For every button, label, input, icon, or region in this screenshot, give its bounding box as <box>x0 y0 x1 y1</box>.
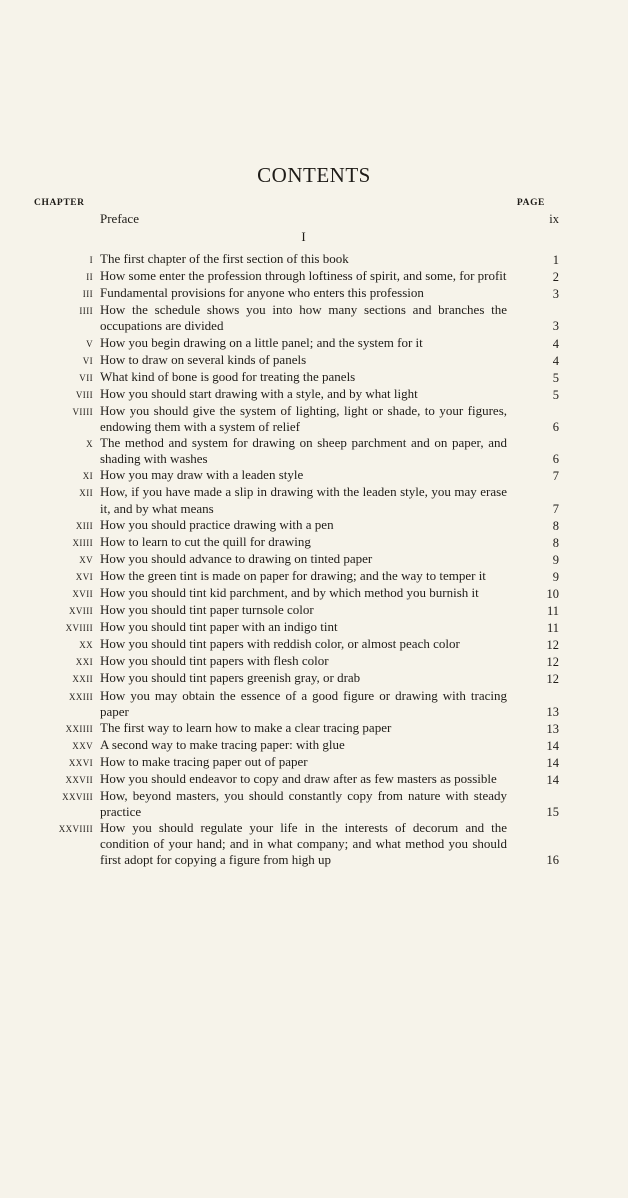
chapter-title: How you may obtain the essence of a good figure or drawing with tracing paper <box>100 687 507 719</box>
chapter-page: 14 <box>546 755 559 770</box>
chapter-entry <box>0 602 628 619</box>
chapter-title: How you should advance to drawing on tinted paper <box>100 550 373 566</box>
chapter-title: How the schedule shows you into how many sections and branches the occupations are divided <box>100 302 507 334</box>
chapter-entry <box>0 251 628 268</box>
chapter-number: V <box>86 338 93 349</box>
chapter-title: The method and system for drawing on sheep parchment and on paper, and shading with washes <box>100 435 507 467</box>
chapter-number: VII <box>79 372 93 383</box>
chapter-title: How you should give the system of lighting, light or shade, to your figures, endowing them with a system of relief <box>100 402 507 435</box>
chapter-number: XIIII <box>72 537 93 548</box>
part-heading-row <box>0 227 628 251</box>
chapter-page: 11 <box>546 604 559 619</box>
chapter-number: VIII <box>75 389 93 400</box>
chapter-title: How, beyond masters, you should constantly copy from nature with steady practice <box>100 788 507 820</box>
chapter-number: XXII <box>72 674 93 685</box>
chapter-column-header: CHAPTER <box>34 198 85 208</box>
chapter-page: 11 <box>546 621 559 636</box>
chapter-title: How you should practice drawing with a pen <box>100 516 334 532</box>
chapter-title: How, if you have made a slip in drawing with the leaden style, you may erase it, and by what means <box>100 484 507 516</box>
chapter-number: XXVI <box>68 757 93 768</box>
chapter-entry <box>0 551 628 568</box>
chapter-title: How you should regulate your life in the interests of decorum and the condition of your hand; and in what company; and what method you should first adopt for copying a figure from high up <box>100 820 507 868</box>
chapter-number: VIIII <box>72 406 93 417</box>
chapter-number: XVIIII <box>65 623 93 634</box>
chapter-number: XIII <box>75 520 93 531</box>
chapter-entry <box>0 619 628 636</box>
chapter-entry <box>0 335 628 352</box>
chapter-page: 15 <box>546 805 559 820</box>
page-title: CONTENTS <box>257 163 371 187</box>
chapter-entry <box>0 369 628 386</box>
chapter-entry <box>0 771 628 788</box>
chapter-number: XVI <box>75 571 93 582</box>
chapter-number: I <box>89 255 93 266</box>
chapter-entry <box>0 820 628 868</box>
chapter-number: XV <box>79 554 93 565</box>
chapter-page: 16 <box>546 853 559 868</box>
preface-number <box>0 211 93 227</box>
chapter-title: How to make tracing paper out of paper <box>100 753 308 769</box>
chapter-entry <box>0 285 628 302</box>
chapter-number: XXI <box>75 657 93 668</box>
chapter-page: 4 <box>552 353 559 368</box>
chapter-entry <box>0 268 628 285</box>
chapter-title: How the green tint is made on paper for drawing; and the way to temper it <box>100 567 486 583</box>
chapter-title: The first way to learn how to make a clear tracing paper <box>100 719 392 735</box>
chapter-entry <box>0 517 628 534</box>
chapter-entry <box>0 754 628 771</box>
chapter-number: XII <box>79 488 93 499</box>
chapter-number: IIII <box>79 306 93 317</box>
chapter-page: 12 <box>546 672 559 687</box>
chapter-page: 8 <box>552 518 559 533</box>
chapter-number: XXV <box>72 740 93 751</box>
chapter-number: XI <box>82 471 93 482</box>
chapter-title: How to draw on several kinds of panels <box>100 351 307 367</box>
chapter-page: 7 <box>552 501 559 516</box>
chapter-title: How you should tint papers with flesh color <box>100 653 329 669</box>
chapter-entry <box>0 484 628 516</box>
chapter-page: 9 <box>552 569 559 584</box>
chapter-page: 3 <box>552 287 559 302</box>
chapter-page: 13 <box>546 704 559 719</box>
chapter-title: The first chapter of the first section of this book <box>100 251 349 267</box>
chapter-page: 3 <box>552 319 559 334</box>
chapter-title: Fundamental provisions for anyone who enters this profession <box>100 285 424 301</box>
chapter-entry <box>0 467 628 484</box>
chapter-title: How you should endeavor to copy and draw after as few masters as possible <box>100 771 497 786</box>
chapter-number: II <box>86 272 93 283</box>
chapter-page: 7 <box>552 469 559 484</box>
chapter-entry <box>0 788 628 820</box>
chapter-page: 2 <box>552 270 559 285</box>
chapter-entry <box>0 688 628 720</box>
chapter-title: A second way to make tracing paper: with glue <box>100 736 345 752</box>
chapter-title: How you begin drawing on a little panel; and the system for it <box>100 334 423 350</box>
contents-list <box>0 211 628 869</box>
preface-title: Preface <box>100 211 139 226</box>
page-column-header: PAGE <box>516 198 545 208</box>
chapter-number: XXIII <box>69 691 93 702</box>
chapter-page: 6 <box>552 452 559 467</box>
chapter-title: How you should tint papers greenish gray, or drab <box>100 670 361 686</box>
chapter-page: 14 <box>546 738 559 753</box>
chapter-title: How you may draw with a leaden style <box>100 467 304 483</box>
chapter-page: 10 <box>546 586 559 601</box>
chapter-title: How you should start drawing with a style, and by what light <box>100 385 418 401</box>
preface-entry <box>0 211 628 227</box>
chapter-page: 1 <box>552 253 559 268</box>
preface-page: ix <box>549 212 559 226</box>
chapter-title: How you should tint kid parchment, and by which method you burnish it <box>100 584 479 600</box>
chapter-page: 14 <box>546 773 559 787</box>
chapter-page: 9 <box>552 552 559 567</box>
chapter-number: III <box>82 289 93 300</box>
chapter-number: XX <box>79 640 93 651</box>
chapter-page: 5 <box>552 370 559 385</box>
chapter-number: XXVIII <box>62 792 93 803</box>
chapter-page: 6 <box>552 420 559 435</box>
chapter-entry <box>0 653 628 670</box>
chapter-number: XVIII <box>69 606 93 617</box>
chapter-entry <box>0 568 628 585</box>
chapter-entry <box>0 670 628 687</box>
chapter-title: What kind of bone is good for treating the panels <box>100 368 356 384</box>
chapter-entry <box>0 636 628 653</box>
chapter-page: 12 <box>546 655 559 670</box>
chapter-page: 8 <box>552 535 559 550</box>
chapter-number: XXVII <box>65 775 93 785</box>
chapter-entries <box>0 251 628 868</box>
chapter-page: 12 <box>546 638 559 653</box>
chapter-number: XXIIII <box>65 723 93 734</box>
chapter-number: XVII <box>72 588 93 599</box>
chapter-title: How some enter the profession through loftiness of spirit, and some, for profit <box>100 268 507 284</box>
chapter-entry <box>0 737 628 754</box>
part-heading: I <box>301 229 306 245</box>
chapter-number: VI <box>82 355 93 366</box>
chapter-entry <box>0 352 628 369</box>
chapter-entry <box>0 302 628 334</box>
chapter-entry <box>0 720 628 737</box>
chapter-page: 5 <box>552 387 559 402</box>
chapter-entry <box>0 435 628 467</box>
chapter-entry <box>0 534 628 551</box>
chapter-page: 13 <box>546 721 559 736</box>
chapter-entry <box>0 403 628 435</box>
chapter-entry <box>0 386 628 403</box>
chapter-title: How you should tint paper turnsole color <box>100 602 314 618</box>
chapter-title: How you should tint papers with reddish color, or almost peach color <box>100 636 460 652</box>
chapter-number: XXVIIII <box>58 824 93 835</box>
chapter-entry <box>0 585 628 602</box>
chapter-title: How to learn to cut the quill for drawing <box>100 533 311 549</box>
chapter-title: How you should tint paper with an indigo tint <box>100 619 338 635</box>
chapter-number: X <box>86 439 93 450</box>
chapter-page: 4 <box>552 336 559 351</box>
